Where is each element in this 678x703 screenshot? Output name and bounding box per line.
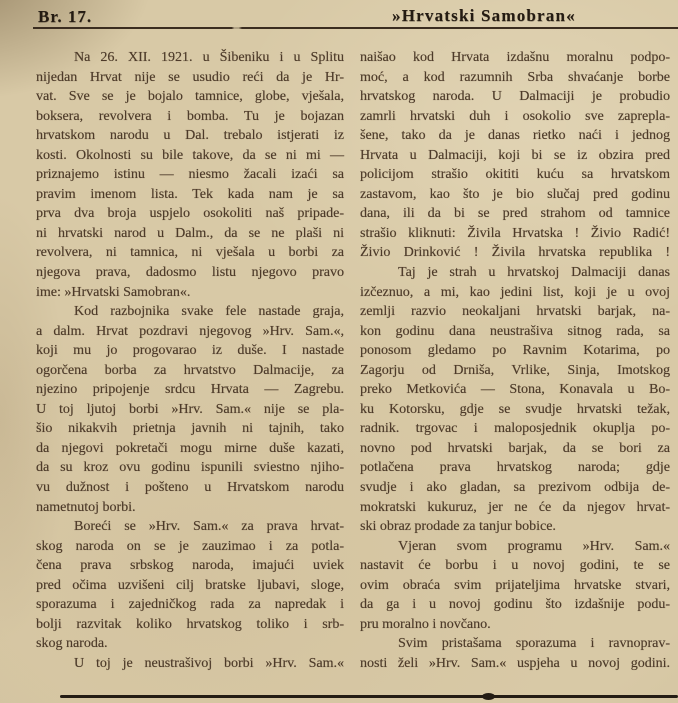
masthead-rule	[33, 27, 678, 29]
text-line: nijedan Hrvat nije se usudio reći da je Hr-	[36, 69, 344, 85]
column-right	[360, 48, 670, 674]
ink-blot	[482, 693, 495, 700]
text-line: čena prava srbskog naroda, imajući uviek	[36, 558, 344, 574]
text-line: šio nikakvih prietnja javnih ni tajnih, tako	[36, 421, 344, 437]
text-line: Na 26. XII. 1921. u Šibeniku i u Splitu	[74, 50, 344, 65]
text-line: Zagorju od Drniša, Vrlike, Sinja, Imotskog	[360, 362, 670, 378]
text-line: moć, a kod razumnih Srba shvaćanje borbe	[360, 69, 670, 85]
text-line: šene, tako da je danas rietko naći i jednog	[360, 128, 670, 144]
text-line: revolvera, ni tamnica, ni vješala u borbi za	[36, 245, 344, 261]
text-line: policijom strašio okititi kuću sa hrvatskom	[360, 167, 670, 183]
text-line: Živio Drinković ! Živila hrvatska republika !	[360, 245, 670, 261]
text-line: zastavom, kao što je bio slučaj pred godinu	[360, 186, 670, 202]
text-line: Boreći se »Hrv. Sam.« za prava hrvat-	[74, 519, 344, 535]
text-line: pru moralno i novčano.	[360, 616, 491, 632]
text-line: a dalm. Hrvat pozdravi njegovog »Hrv. Sam.«,	[36, 323, 344, 339]
text-line: U toj ljutoj borbi »Hrv. Sam.« nije se pla-	[36, 401, 344, 417]
text-line: ogorčena borba za hrvatstvo Dalmacije, za	[36, 362, 344, 378]
text-line: novno pod hrvatski barjak, da se bori za	[360, 440, 670, 456]
text-line: kosti. Okolnosti su bile takove, da se ni mi —	[36, 147, 344, 163]
text-line: svudje i ako gladan, sa prezivom odbija de-	[360, 480, 670, 496]
text-line: skog naroda.	[36, 636, 108, 652]
text-line: ski obraz prodade za tanjur bobice.	[360, 519, 556, 535]
text-line: Kod razbojnika svake fele nastade graja,	[74, 304, 344, 320]
text-line: nosti želi »Hrv. Sam.« uspjeha u novoj godini.	[360, 655, 670, 671]
text-line: bolji razvitak koliko hrvatskog toliko i srb-	[36, 616, 344, 632]
text-line: sporazuma i zajedničkog rada za napredak i	[36, 597, 344, 613]
text-line: zemlji razvio neokaljani hrvatski barjak, na-	[360, 304, 670, 320]
text-line: izčeznuo, a mi, kao jedini list, koji je u ovoj	[360, 284, 670, 300]
text-line: skog naroda on se je zauzimao i za potla-	[36, 538, 344, 554]
text-line: pravim imenom lista. Tek kada nam je sa	[36, 186, 344, 202]
text-line: ime: »Hrvatski Samobran«.	[36, 284, 191, 300]
text-line: vat. Sve se je bojalo tamnice, globe, vješala,	[36, 89, 344, 105]
text-line: Svim pristašama sporazuma i ravnoprav-	[398, 636, 670, 652]
text-line: ku Kotorsku, gdje se svudje hrvatski težak,	[360, 401, 670, 417]
text-line: Vjeran svom programu »Hrv. Sam.«	[398, 538, 670, 554]
text-line: boksera, revolvera i bomba. Tu je bojazan	[36, 108, 344, 124]
text-line: dana, ili da bi se pred strahom od tamnice	[360, 206, 670, 222]
text-line: preko Metkovića — Stona, Konavala u Bo-	[360, 382, 670, 398]
column-left	[36, 48, 344, 674]
text-line: Hrvata u Dalmaciji, koji bi se iz obzira pred	[360, 147, 670, 163]
text-line: da njegovi pokretači mogu mirne duše kazati,	[36, 440, 344, 456]
text-line: ovim obraća svim prijateljima hrvatske stvari,	[360, 577, 670, 593]
text-line: U toj je neustrašivoj borbi »Hrv. Sam.«	[74, 655, 344, 671]
text-line: Taj je strah u hrvatskoj Dalmaciji danas	[398, 265, 670, 281]
text-line: mokratski kukuruz, jer ne će da njegov hrvat-	[360, 499, 670, 515]
text-line: strašio kliknuti: Živila Hrvatska ! Živio Radić!	[360, 225, 670, 241]
text-line: potlačena prava hrvatskog naroda; gdje	[360, 460, 670, 476]
bottom-rule	[60, 695, 678, 698]
text-line: koji mu jo progovarao iz duše. I nastade	[36, 343, 344, 359]
text-line: ni hrvatski narod u Dalm., da se ne plaši ni	[36, 225, 344, 241]
text-line: pred očima uzvišeni cilj bratske ljubavi, sloge,	[36, 577, 344, 593]
text-line: priznajemo istinu — niesmo žacali izaći sa	[36, 167, 344, 183]
text-line: ponosom gledamo po Ravnim Kotarima, po	[360, 343, 670, 359]
text-line: nastavit će borbu i u novoj godini, te se	[360, 558, 670, 574]
text-line: da ga i u novoj godinu što izdašnije podu-	[360, 597, 670, 613]
text-line: prva dva broja uspjelo osokoliti naš pripade-	[36, 206, 344, 222]
text-line: da su kroz ovu godinu ispunili sviestno njiho-	[36, 460, 344, 476]
text-line: zamrli hrvatski duh i osokolio sve zaprepla-	[360, 108, 670, 124]
newspaper-title: »Hrvatski Samobran«	[392, 6, 576, 25]
text-line: hrvatskom narodu u Dal. trebalo istjerati iz	[36, 128, 344, 144]
text-line: nametnutoj borbi.	[36, 499, 136, 515]
text-line: kon godinu dana neustrašiva sitnog rada, sa	[360, 323, 670, 339]
text-line: hrvatskog naroda. U Dalmaciji je probudio	[360, 89, 670, 105]
text-line: njezino pripojenje srdcu Hrvata — Zagrebu.	[36, 382, 344, 398]
text-line: radnik. trgovac i maloposjednik okuplja po-	[360, 421, 670, 437]
text-line: naišao kod Hrvata izdašnu moralnu podpo-	[360, 50, 670, 65]
text-line: vu dužnost i pošteno u Hrvatskom narodu	[36, 480, 344, 496]
issue-number: Br. 17.	[38, 7, 93, 26]
text-line: njegova prava, dadosmo listu njegovo pravo	[36, 265, 344, 281]
